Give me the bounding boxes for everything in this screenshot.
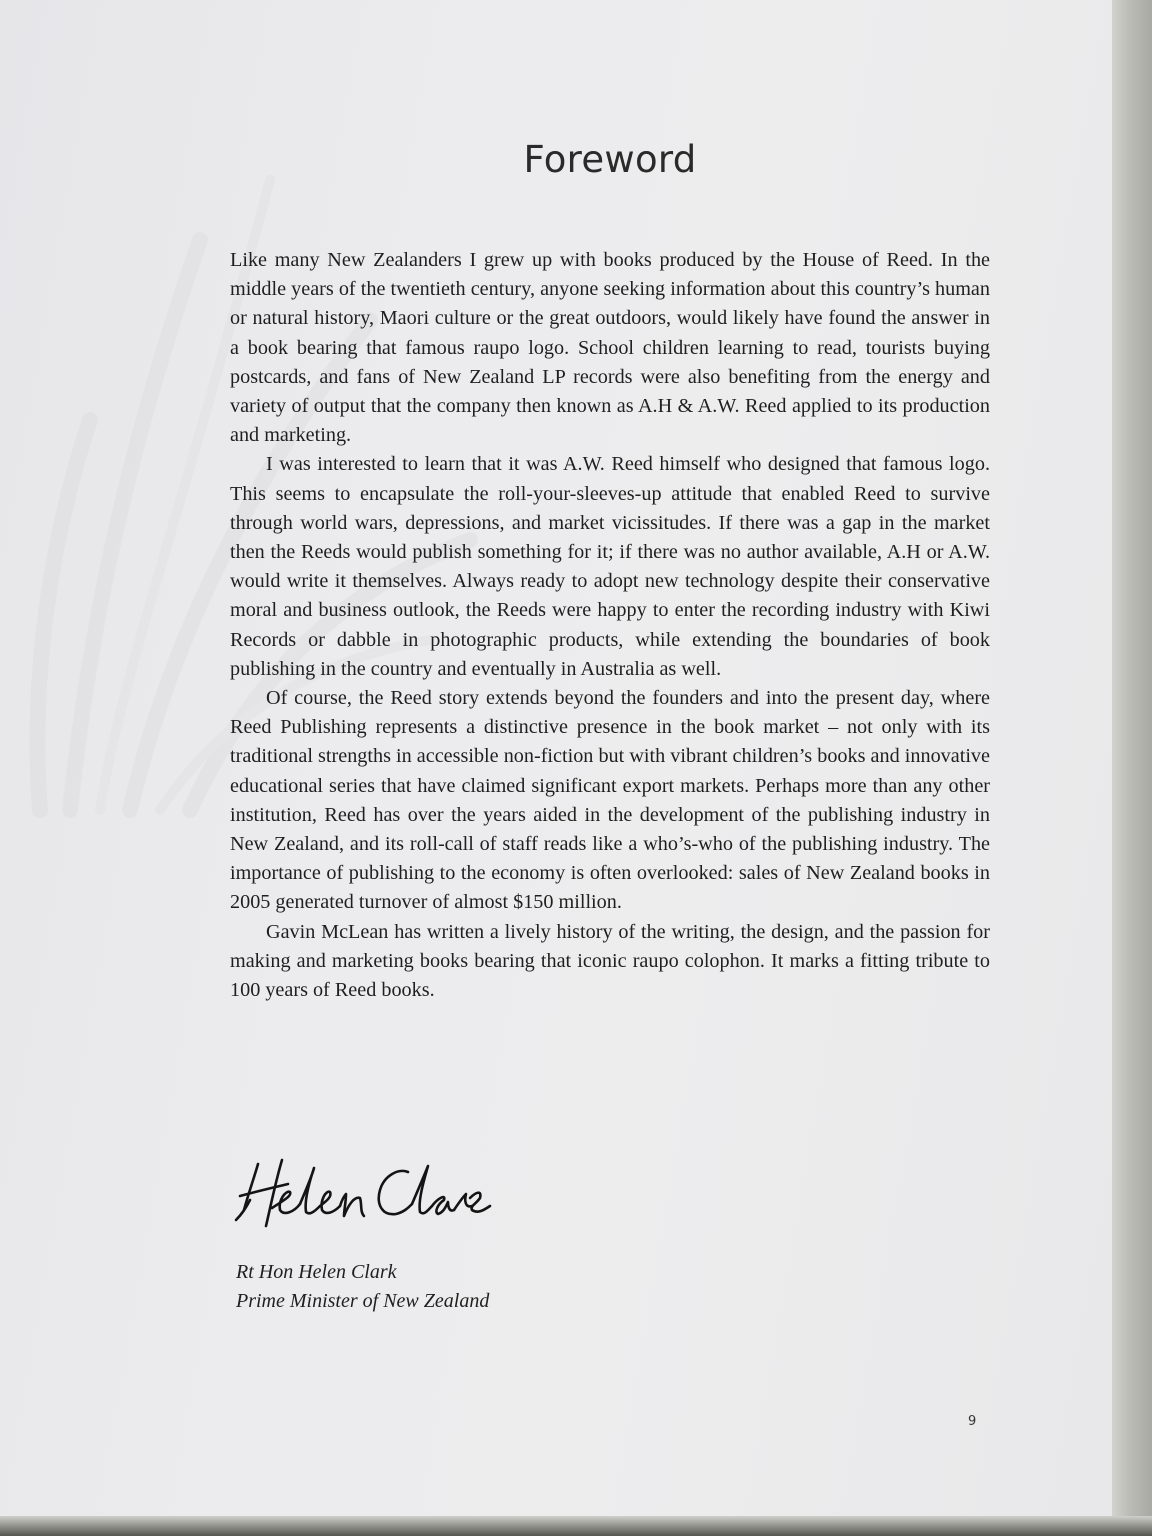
bottom-edge-shadow xyxy=(0,1516,1152,1536)
foreword-body xyxy=(230,246,990,1005)
page-title: Foreword xyxy=(523,138,697,181)
attribution-role: Prime Minister of New Zealand xyxy=(236,1290,490,1312)
attribution-name: Rt Hon Helen Clark xyxy=(236,1261,397,1283)
attribution-block xyxy=(236,1258,489,1316)
paragraph-2: I was interested to learn that it was A.W. Reed himself who designed that famous logo. This seems to encapsulate the roll-your-sleeves-up attitude that enabled Reed to survive through world wars, depressions, and market vicissitudes. If there was a gap in the market then the Reeds would publish something for it; if there was no author available, A.H or A.W. would write it themselves. Always ready to adopt new technology despite their conservative moral and business outlook, the Reeds were happy to enter the recording industry with Kiwi Records or dabble in photographic products, while extending the boundaries of book publishing in the country and eventually in Australia as well. xyxy=(230,453,990,680)
paragraph-1: Like many New Zealanders I grew up with books produced by the House of Reed. In the middle years of the twentieth century, anyone seeking information about this country’s human or natural history, Maori culture or the great outdoors, would likely have found the answer in a book bearing that famous raupo logo. School children learning to read, tourists buying postcards, and fans of New Zealand LP records were also benefiting from the energy and variety of output that the company then known as A.H & A.W. Reed applied to its production and marketing. xyxy=(230,249,990,447)
page-edge xyxy=(1112,0,1152,1536)
signature-image xyxy=(232,1150,492,1240)
paragraph-3: Of course, the Reed story extends beyond the founders and into the present day, where Reed Publishing represents a distinctive presence in the book market – not only with its traditional strengths in accessible non-fiction but with vibrant children’s books and innovative educational series that have claimed significant export markets. Perhaps more than any other institution, Reed has over the years aided in the development of the publishing industry in New Zealand, and its roll-call of staff reads like a who’s-who of the publishing industry. The importance of publishing to the economy is often overlooked: sales of New Zealand books in 2005 generated turnover of almost $150 million. xyxy=(230,687,990,914)
paragraph-4: Gavin McLean has written a lively history of the writing, the design, and the passion for making and marketing books bearing that iconic raupo colophon. It marks a fitting tribute to 100 years of Reed books. xyxy=(230,920,990,1002)
page-number: 9 xyxy=(968,1414,977,1429)
